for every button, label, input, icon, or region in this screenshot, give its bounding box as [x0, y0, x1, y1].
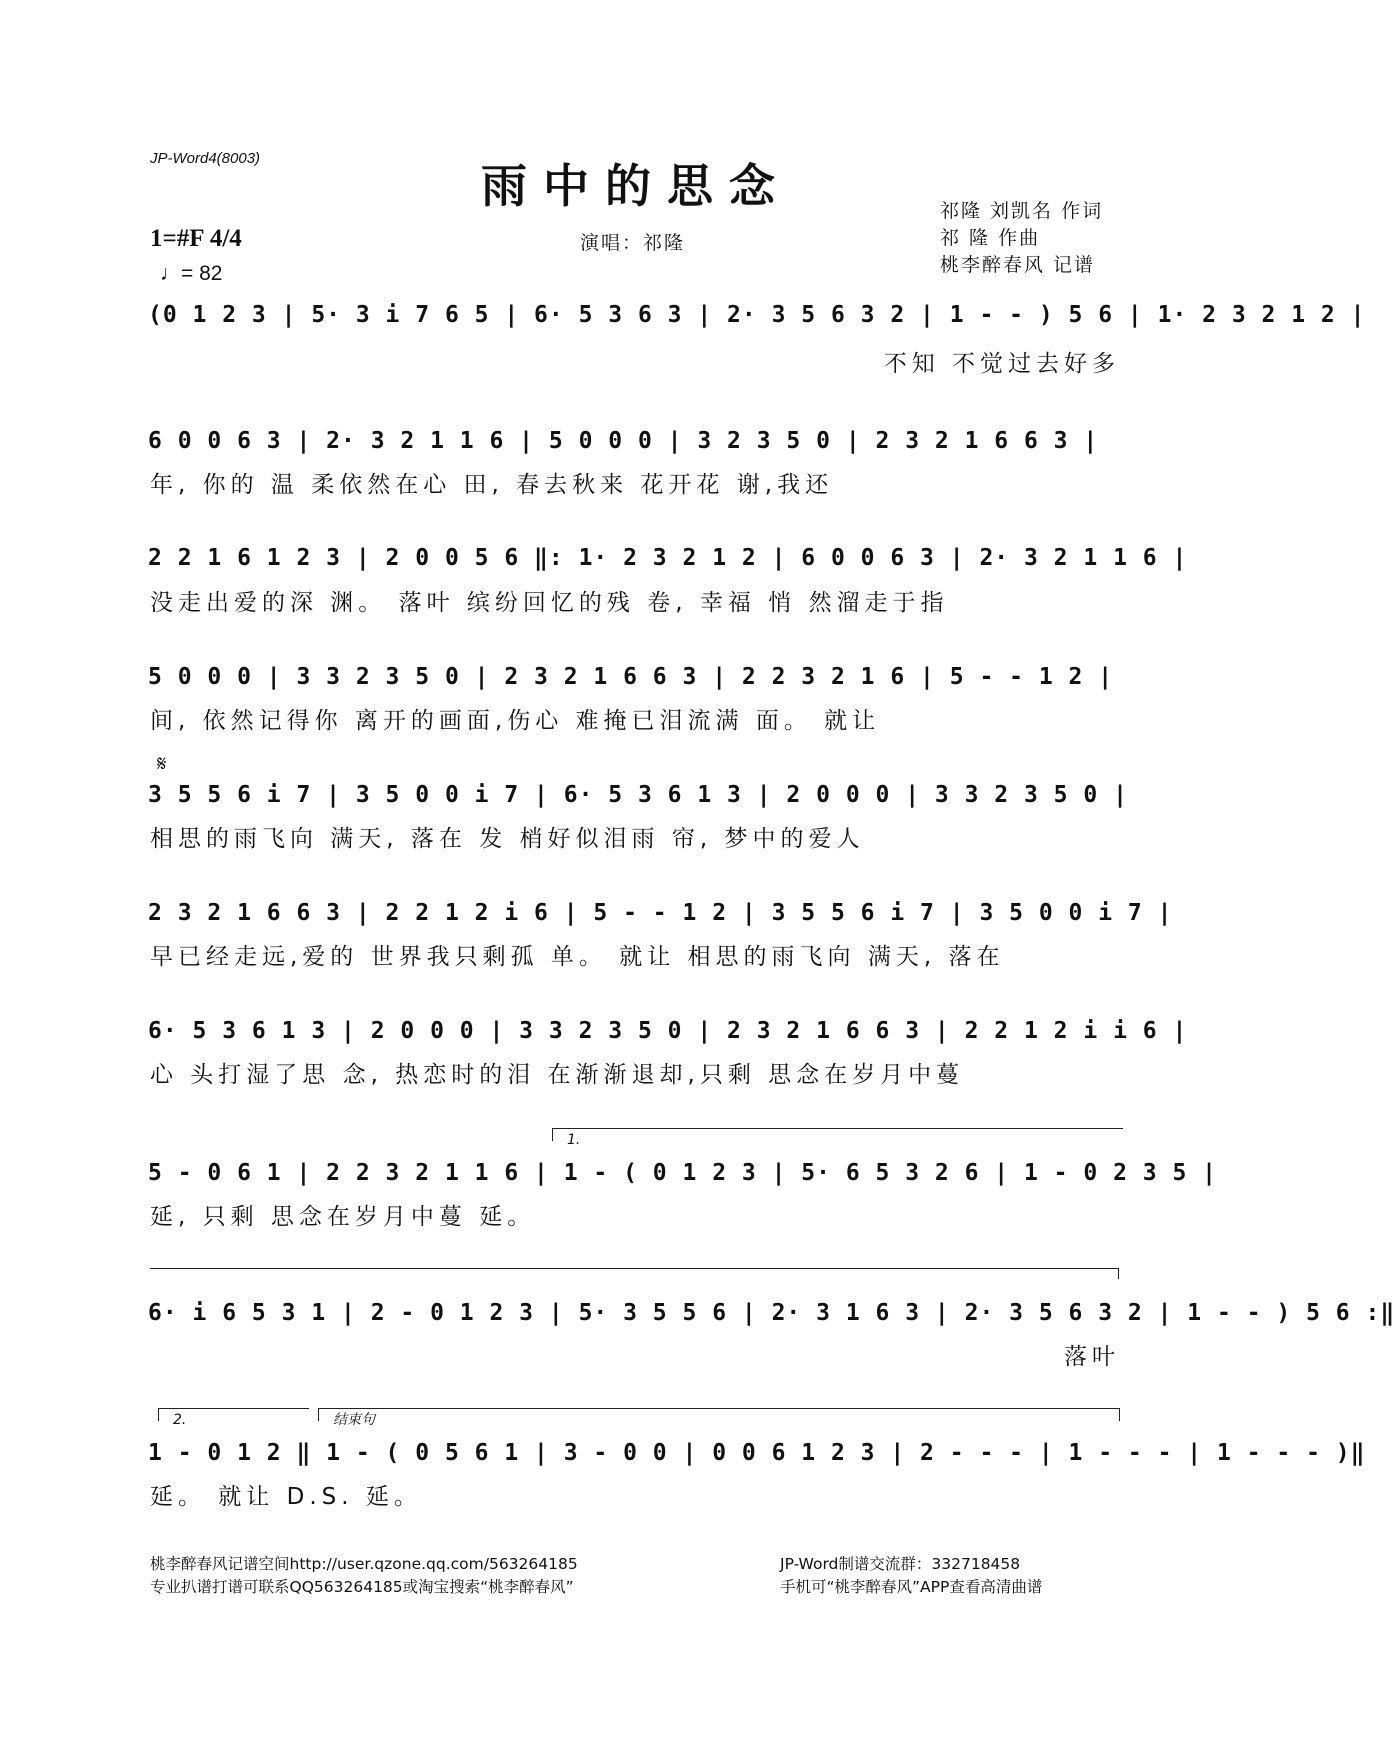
key-signature: 1=#F 4/4 [150, 225, 242, 252]
score-line-3-notes: 2 2 1 6 1 2 3 | 2 0 0 5 6 ‖: 1· 2 3 2 1 2 | 6 0 0 6 3 | 2· 3 2 1 1 6 | [148, 545, 1188, 571]
volta-2-label: 2. [173, 1412, 187, 1428]
score-line-7-lyrics: 心 头打湿了思 念, 热恋时的泪 在渐渐退却,只剩 思念在岁月中蔓 [150, 1062, 965, 1088]
score-line-4-lyrics: 间, 依然记得你 离开的画面,伤心 难掩已泪流满 面。 就让 [150, 708, 881, 734]
software-label: JP-Word4(8003) [150, 150, 261, 167]
score-line-5-notes: 3 5 5 6 i 7 | 3 5 0 0 i 7 | 6· 5 3 6 1 3 | 2 0 0 0 | 3 3 2 3 5 0 | [148, 782, 1128, 808]
singer-credit: 演唱：祁隆 [580, 232, 686, 254]
score-line-8-notes: 5 - 0 6 1 | 2 2 3 2 1 1 6 | 1 - ( 0 1 2 3 | 5· 6 5 3 2 6 | 1 - 0 2 3 5 | [148, 1160, 1217, 1186]
score-line-2-lyrics: 年, 你的 温 柔依然在心 田, 春去秋来 花开花 谢,我还 [150, 472, 834, 498]
score-line-7-notes: 6· 5 3 6 1 3 | 2 0 0 0 | 3 3 2 3 5 0 | 2 3 2 1 6 6 3 | 2 2 1 2 i i 6 | [148, 1018, 1188, 1044]
segno-sign: 𝄋 [157, 752, 167, 777]
coda-label: 结束句 [333, 1412, 375, 1428]
score-line-9-notes: 6· i 6 5 3 1 | 2 - 0 1 2 3 | 5· 3 5 5 6 | 2· 3 1 6 3 | 2· 3 5 6 3 2 | 1 - - ) 5 6 :‖ [148, 1300, 1395, 1326]
score-line-1-lyrics: 不知 不觉过去好多 [883, 351, 1120, 377]
transcriber-credit: 桃李醉春风 记谱 [940, 254, 1096, 276]
score-line-10-notes: 1 - 0 1 2 ‖ 1 - ( 0 5 6 1 | 3 - 0 0 | 0 0 6 1 2 3 | 2 - - - | 1 - - - | 1 - - - )‖ [148, 1440, 1366, 1466]
score-line-3-lyrics: 没走出爱的深 渊。 落叶 缤纷回忆的残 卷, 幸福 悄 然溜走于指 [150, 590, 949, 616]
score-line-6-notes: 2 3 2 1 6 6 3 | 2 2 1 2 i 6 | 5 - - 1 2 | 3 5 5 6 i 7 | 3 5 0 0 i 7 | [148, 900, 1173, 926]
score-line-5-lyrics: 相思的雨飞向 满天, 落在 发 梢好似泪雨 帘, 梦中的爱人 [150, 826, 865, 852]
volta-1-label: 1. [567, 1132, 581, 1148]
volta-2-bracket [158, 1408, 309, 1428]
song-title: 雨中的思念 [481, 159, 791, 213]
footer-left-line-2: 专业扒谱打谱可联系QQ563264185或淘宝搜索“桃李醉春风” [150, 1578, 574, 1596]
footer-right [780, 1553, 1042, 1599]
volta-1-continuation [150, 1268, 1119, 1279]
footer-left [150, 1553, 578, 1599]
footer-left-line-1: 桃李醉春风记谱空间http://user.qzone.qq.com/563264185 [150, 1555, 578, 1573]
credits [940, 198, 1103, 279]
score-line-1-notes: (0 1 2 3 | 5· 3 i 7 6 5 | 6· 5 3 6 3 | 2· 3 5 6 3 2 | 1 - - ) 5 6 | 1· 2 3 2 1 2 | [148, 302, 1366, 328]
footer-right-line-2: 手机可“桃李醉春风”APP查看高清曲谱 [780, 1578, 1043, 1596]
score-line-8-lyrics: 延, 只剩 思念在岁月中蔓 延。 [150, 1204, 536, 1230]
score-line-4-notes: 5 0 0 0 | 3 3 2 3 5 0 | 2 3 2 1 6 6 3 | 2 2 3 2 1 6 | 5 - - 1 2 | [148, 664, 1114, 690]
score-line-2-notes: 6 0 0 6 3 | 2· 3 2 1 1 6 | 5 0 0 0 | 3 2 3 5 0 | 2 3 2 1 6 6 3 | [148, 428, 1099, 454]
score-line-10-lyrics: 延。 就让 D.S. 延。 [150, 1484, 422, 1510]
footer-right-line-1: JP-Word制谱交流群：332718458 [780, 1555, 1021, 1573]
composer-credit: 祁 隆 作曲 [940, 227, 1041, 249]
coda-bracket [318, 1408, 1120, 1428]
score-line-9-lyrics: 落叶 [1064, 1344, 1120, 1370]
tempo-marking: ♩= 82 [160, 262, 223, 285]
lyricist-credit: 祁隆 刘凯名 作词 [940, 200, 1104, 222]
volta-1-bracket [552, 1128, 1123, 1148]
score-line-6-lyrics: 早已经走远,爱的 世界我只剩孤 单。 就让 相思的雨飞向 满天, 落在 [150, 944, 1005, 970]
